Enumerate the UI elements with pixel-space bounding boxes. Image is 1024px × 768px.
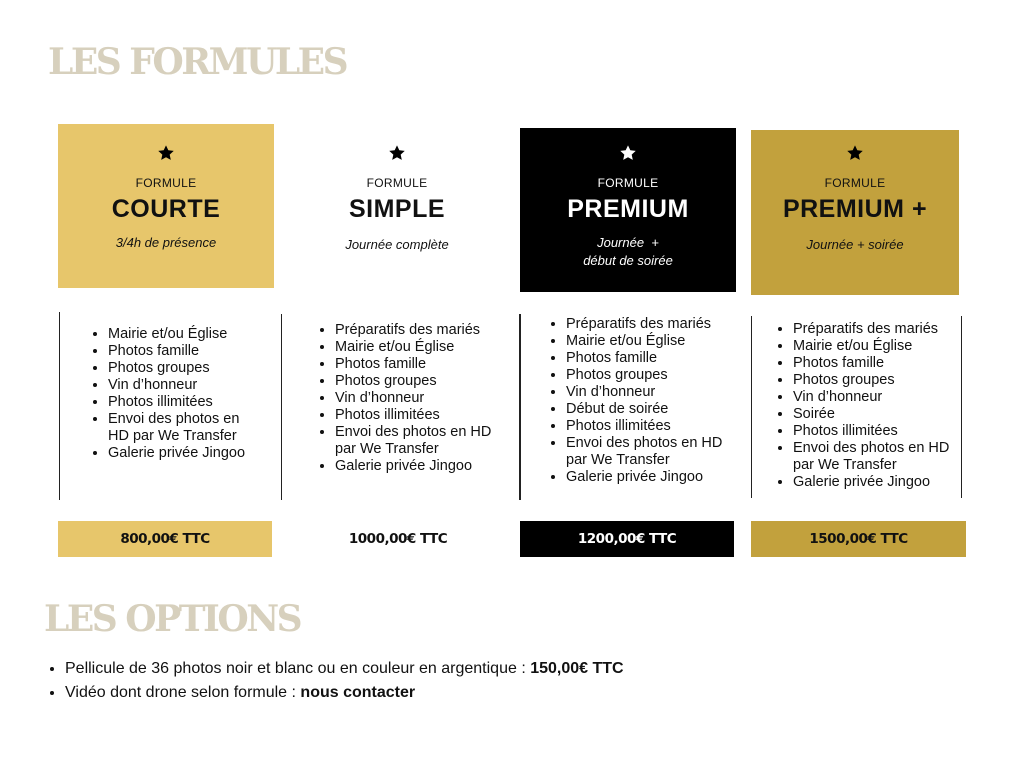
formule-premium-plus-header [751,130,959,295]
formule-simple-header [289,124,505,288]
option-text: Pellicule de 36 photos noir et blanc ou en couleur en argentique : [65,660,531,677]
option-item [65,657,624,681]
formule-subtitle: Journée + [597,234,659,250]
formule-premium-header [520,128,736,292]
formule-kicker: FORMULE [824,176,886,190]
list-item: • Photos famille [566,350,751,367]
list-item: • Début de soirée [566,401,751,418]
option-item [65,681,624,705]
list-item: • Envoi des photos en HD par We Transfer [566,435,726,469]
formule-subtitle: Journée complète [345,236,449,252]
list-item: • Soirée [793,406,961,423]
list-item: • Photos groupes [793,372,961,389]
list-item: • Envoi des photos en HD par We Transfer [108,411,244,445]
feature-list [752,321,961,491]
feature-list [521,316,751,486]
list-item: • Photos illimitées [566,418,751,435]
list-item: • Mairie et/ou Église [335,339,519,356]
list-item: • Photos groupes [566,367,751,384]
formule-kicker: FORMULE [366,176,428,190]
formule-subtitle: 3/4h de présence [115,234,217,250]
list-item: • Photos groupes [108,360,283,377]
star-icon [846,144,864,162]
list-item: • Photos illimitées [793,423,961,440]
formule-name: SIMPLE [348,195,446,223]
option-text: Vidéo dont drone selon formule : [65,684,301,701]
formule-simple-price: 1000,00€ TTC [348,531,448,547]
option-contact: nous contacter [300,684,416,701]
formule-courte-header [58,124,274,288]
list-item: • Galerie privée Jingoo [108,445,283,462]
options-list [44,657,624,705]
formule-name: PREMIUM [567,195,689,223]
star-icon [619,144,637,162]
list-item: • Photos groupes [335,373,519,390]
list-item: • Vin d’honneur [335,390,519,407]
list-item: • Préparatifs des mariés [566,316,751,333]
list-item: • Photos famille [793,355,961,372]
list-item: • Mairie et/ou Église [793,338,961,355]
formules-title: LES FORMULES [48,41,347,83]
list-item: • Mairie et/ou Église [108,326,283,343]
formule-premium-plus-features [751,316,962,498]
star-icon [157,144,175,162]
list-item: • Vin d’honneur [566,384,751,401]
list-item: • Galerie privée Jingoo [335,458,519,475]
options-title: LES OPTIONS [44,598,301,640]
list-item: • Envoi des photos en HD par We Transfer [793,440,953,474]
formule-name: PREMIUM + [782,195,928,223]
list-item: • Photos famille [335,356,519,373]
list-item: • Photos illimitées [335,407,519,424]
list-item: • Vin d’honneur [108,377,283,394]
formule-courte-features [59,312,283,500]
formule-premium-plus-price: 1500,00€ TTC [751,521,966,557]
formule-premium-features [520,314,751,500]
star-icon [388,144,406,162]
list-item: • Préparatifs des mariés [793,321,961,338]
formule-kicker: FORMULE [135,176,197,190]
feature-list [60,326,283,462]
formule-premium-price: 1200,00€ TTC [520,521,734,557]
list-item: • Mairie et/ou Église [566,333,751,350]
list-item: • Galerie privée Jingoo [793,474,961,491]
formule-subtitle-line2: début de soirée [583,252,673,268]
formule-courte-price: 800,00€ TTC [58,521,272,557]
list-item: • Vin d’honneur [793,389,961,406]
formule-kicker: FORMULE [597,176,659,190]
option-price: 150,00€ TTC [530,660,624,677]
list-item: • Préparatifs des mariés [335,322,519,339]
formule-subtitle: Journée + soirée [806,236,904,252]
feature-list [282,322,519,475]
list-item: • Galerie privée Jingoo [566,469,751,486]
formule-name: COURTE [111,195,221,223]
list-item: • Photos famille [108,343,283,360]
list-item: • Photos illimitées [108,394,283,411]
formule-simple-features [281,314,520,500]
list-item: • Envoi des photos en HD par We Transfer [335,424,495,458]
